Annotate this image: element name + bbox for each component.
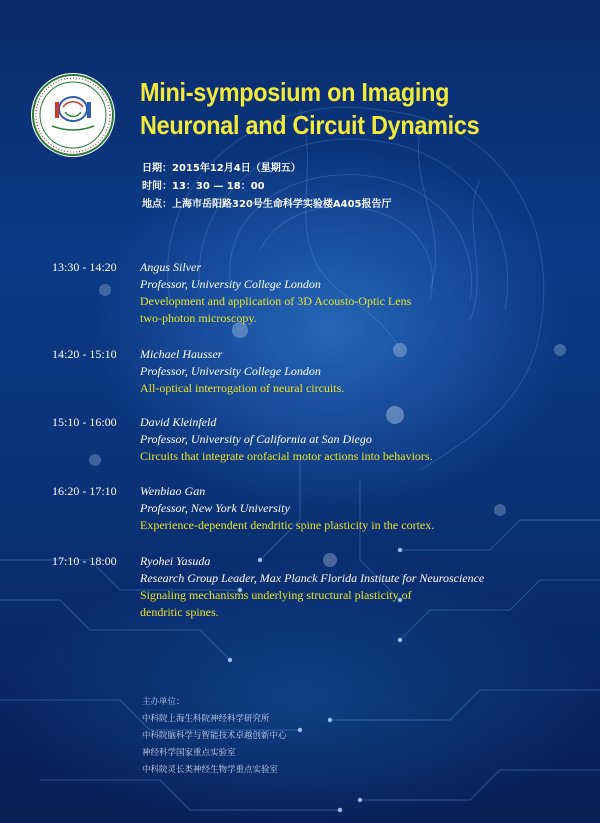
session-time: 13:30 - 14:20 bbox=[52, 260, 117, 274]
speaker-name: Wenbiao Gan bbox=[140, 484, 206, 498]
talk-title-line-1: All-optical interrogation of neural circuits. bbox=[140, 381, 345, 395]
organizer-item: 神经科学国家重点实验室 bbox=[142, 748, 236, 758]
session-details bbox=[140, 553, 580, 621]
organizer-item: 中科院脑科学与智能技术卓越创新中心 bbox=[142, 731, 287, 741]
talk-title-line-1: Experience-dependent dendritic spine plasticity in the cortex. bbox=[140, 518, 435, 532]
talk-title-line-1: Development and application of 3D Acousto-Optic Lens bbox=[140, 294, 412, 308]
talk-title-line-1: Signaling mechanisms underlying structural plasticity of bbox=[140, 588, 412, 602]
session-time: 15:10 - 16:00 bbox=[52, 415, 117, 429]
organizer-item: 中科院灵长类神经生物学重点实验室 bbox=[142, 765, 279, 775]
speaker-name: Angus Silver bbox=[140, 260, 201, 274]
event-title-line-2: Neuronal and Circuit Dynamics bbox=[140, 110, 480, 140]
organizers-heading: 主办单位： bbox=[142, 697, 185, 707]
institute-seal-icon bbox=[30, 72, 116, 158]
session-details bbox=[140, 259, 580, 327]
speaker-affiliation: Professor, University College London bbox=[140, 364, 321, 378]
speaker-affiliation: Professor, University College London bbox=[140, 277, 321, 291]
session-details bbox=[140, 346, 580, 397]
speaker-name: Michael Hausser bbox=[140, 347, 223, 361]
session-time: 17:10 - 18:00 bbox=[52, 554, 117, 568]
event-date: 日期：2015年12月4日（星期五） bbox=[142, 163, 301, 174]
talk-title-line-2: dendritic spines. bbox=[140, 605, 219, 619]
session-details bbox=[140, 414, 580, 465]
talk-title-line-2: two-photon microscopy. bbox=[140, 311, 257, 325]
organizers bbox=[142, 694, 287, 779]
event-time: 时间：13：30 — 18：00 bbox=[142, 181, 265, 192]
speaker-affiliation: Research Group Leader, Max Planck Florida Institute for Neuroscience bbox=[140, 571, 485, 585]
event-title bbox=[140, 76, 479, 142]
session-time: 16:20 - 17:10 bbox=[52, 484, 117, 498]
speaker-name: Ryohei Yasuda bbox=[140, 554, 211, 568]
session-time: 14:20 - 15:10 bbox=[52, 347, 117, 361]
speaker-affiliation: Professor, University of California at San Diego bbox=[140, 432, 372, 446]
speaker-name: David Kleinfeld bbox=[140, 415, 217, 429]
speaker-affiliation: Professor, New York University bbox=[140, 501, 290, 515]
event-title-line-1: Mini-symposium on Imaging bbox=[140, 77, 450, 107]
event-venue: 地点：上海市岳阳路320号生命科学实验楼A405报告厅 bbox=[142, 199, 392, 210]
event-details bbox=[142, 160, 392, 214]
session-details bbox=[140, 483, 580, 534]
organizer-item: 中科院上海生科院神经科学研究所 bbox=[142, 714, 270, 724]
talk-title-line-1: Circuits that integrate orofacial motor actions into behaviors. bbox=[140, 449, 433, 463]
